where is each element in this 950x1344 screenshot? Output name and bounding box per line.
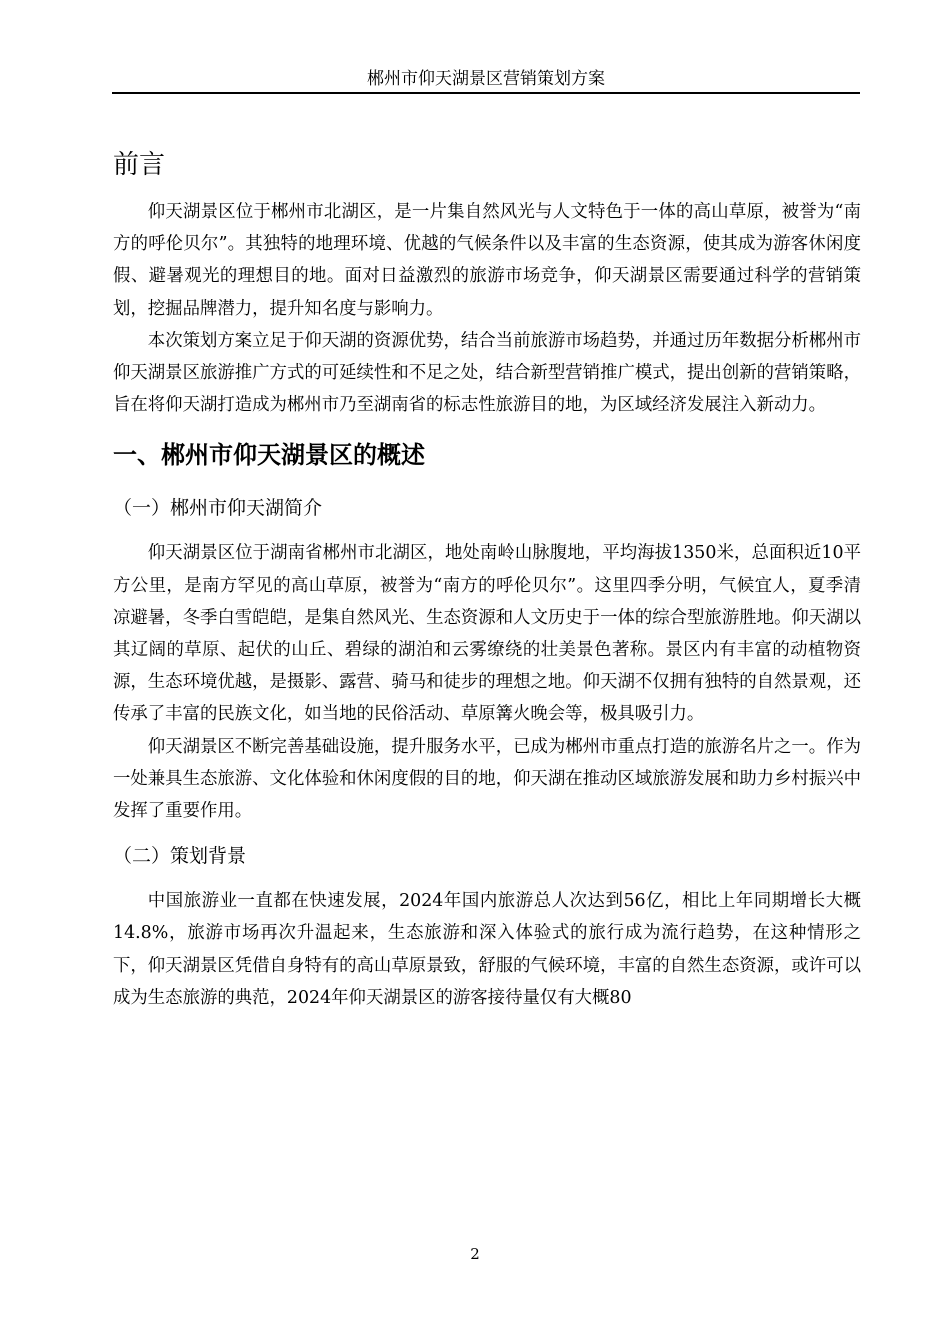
preface-paragraph-1: 仰天湖景区位于郴州市北湖区，是一片集自然风光与人文特色于一体的高山草原，被誉为“南方的呼伦贝尔”。其独特的地理环境、优越的气候条件以及丰富的生态资源，使其成为游客休闲度假、避暑观光的理想目的地。面对日益激烈的旅游市场竞争，仰天湖景区需要通过科学的营销策划，挖掘品牌潜力，提升知名度与影响力。 — [113, 202, 861, 319]
section-heading-intro: （一）郴州市仰天湖简介 — [113, 497, 323, 520]
page-content — [113, 140, 861, 1014]
intro-paragraph-1: 仰天湖景区位于湖南省郴州市北湖区，地处南岭山脉腹地，平均海拔1350米，总面积近10平方公里，是南方罕见的高山草原，被誉为“南方的呼伦贝尔”。这里四季分明，气候宜人，夏季清凉避暑，冬季白雪皑皑，是集自然风光、生态资源和人文历史于一体的综合型旅游胜地。仰天湖以其辽阔的草原、起伏的山丘、碧绿的湖泊和云雾缭绕的壮美景色著称。景区内有丰富的动植物资源，生态环境优越，是摄影、露营、骑马和徒步的理想之地。仰天湖不仅拥有独特的自然景观，还传承了丰富的民族文化，如当地的民俗活动、草原篝火晚会等，极具吸引力。 — [113, 543, 861, 725]
chapter-heading: 一、郴州市仰天湖景区的概述 — [113, 441, 425, 470]
intro-paragraph-2: 仰天湖景区不断完善基础设施，提升服务水平，已成为郴州市重点打造的旅游名片之一。作为一处兼具生态旅游、文化体验和休闲度假的目的地，仰天湖在推动区域旅游发展和助力乡村振兴中发挥了重要作用。 — [113, 736, 861, 822]
header-rule — [112, 92, 860, 94]
running-header-title: 郴州市仰天湖景区营销策划方案 — [367, 69, 605, 89]
background-paragraph-1: 中国旅游业一直都在快速发展，2024年国内旅游总人次达到56亿，相比上年同期增长大概14.8%，旅游市场再次升温起来，生态旅游和深入体验式的旅行成为流行趋势，在这种情形之下，仰天湖景区凭借自身特有的高山草原景致，舒服的气候环境，丰富的自然生态资源，或许可以成为生态旅游的典范，2024年仰天湖景区的游客接待量仅有大概80 — [113, 891, 861, 1008]
section-heading-background: （二）策划背景 — [113, 845, 247, 868]
preface-heading: 前言 — [113, 150, 166, 180]
preface-paragraph-2: 本次策划方案立足于仰天湖的资源优势，结合当前旅游市场趋势，并通过历年数据分析郴州市仰天湖景区旅游推广方式的可延续性和不足之处，结合新型营销推广模式，提出创新的营销策略，旨在将仰天湖打造成为郴州市乃至湖南省的标志性旅游目的地，为区域经济发展注入新动力。 — [113, 330, 861, 416]
page-number: 2 — [470, 1245, 480, 1263]
